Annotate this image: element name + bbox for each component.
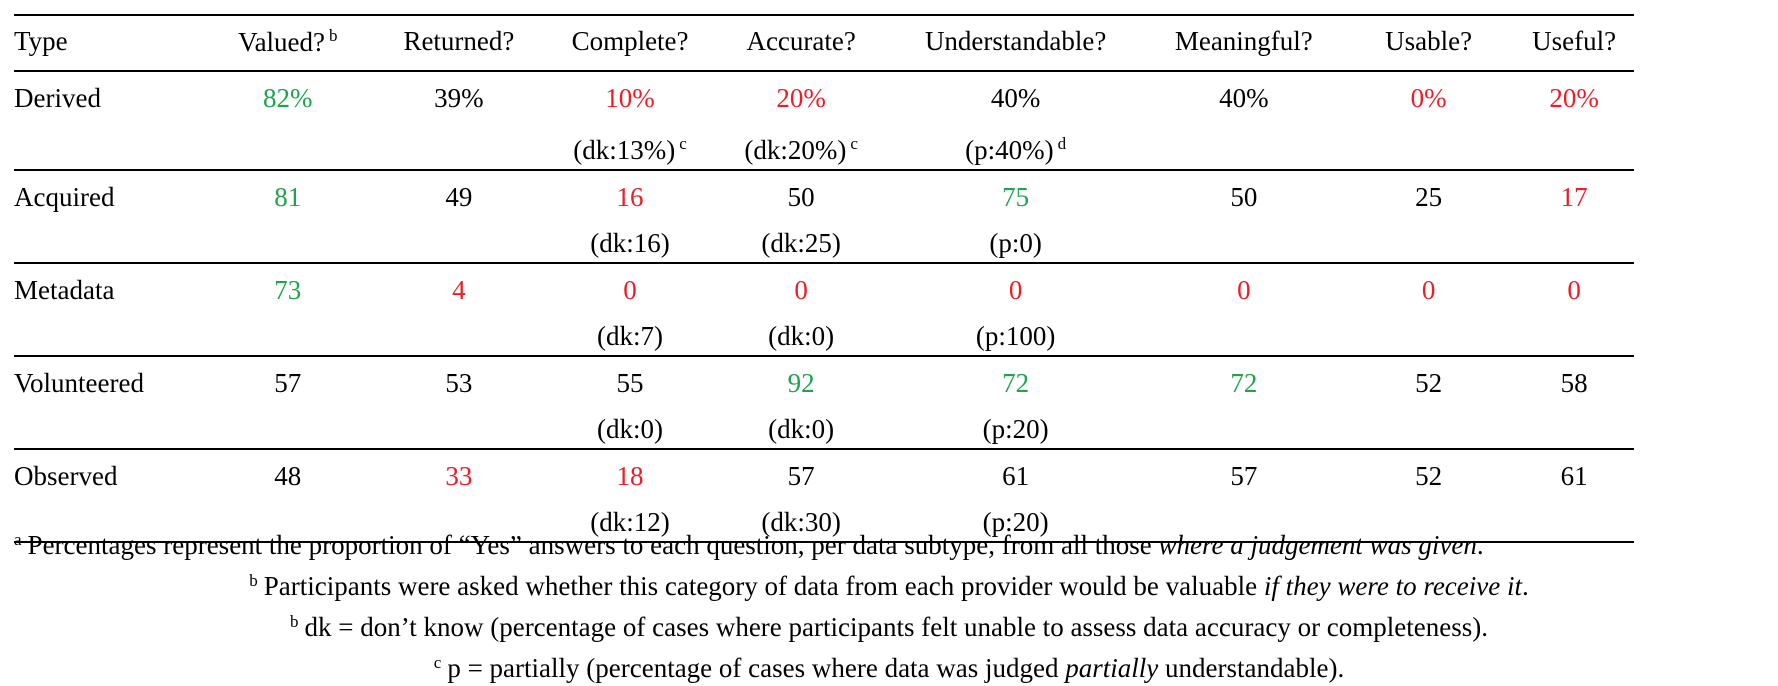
footnotes bbox=[0, 522, 1778, 686]
table-cell bbox=[1343, 170, 1514, 263]
cell-value: 52 bbox=[1415, 461, 1443, 491]
column-header bbox=[14, 15, 202, 71]
table-cell bbox=[202, 356, 373, 449]
cell-value: 57 bbox=[274, 368, 302, 398]
cell-value: 53 bbox=[445, 368, 473, 398]
cell-subvalue bbox=[716, 321, 887, 351]
cell-subvalue-text: (p:40%) bbox=[965, 135, 1054, 165]
footnote-text: p = partially (percentage of cases where data was judged bbox=[447, 653, 1066, 683]
cell-value: 39% bbox=[434, 83, 484, 113]
footnote-marker: c bbox=[850, 134, 858, 153]
cell-value: 0% bbox=[1410, 83, 1447, 113]
table-cell bbox=[716, 170, 887, 263]
column-header-label: Usable? bbox=[1385, 26, 1473, 56]
table-cell bbox=[1343, 263, 1514, 356]
table-cell bbox=[887, 170, 1145, 263]
cell-subvalue bbox=[544, 228, 715, 258]
table-cell bbox=[1514, 356, 1634, 449]
table-cell bbox=[1343, 71, 1514, 170]
cell-subvalue bbox=[887, 228, 1145, 258]
cell-value: 0 bbox=[1567, 275, 1581, 305]
footnote-emphasis: if they were to receive it bbox=[1263, 571, 1522, 601]
cell-subvalue-text: (dk:16) bbox=[590, 228, 670, 258]
cell-value: 20% bbox=[776, 83, 826, 113]
cell-subvalue-text: (dk:13%) bbox=[573, 135, 676, 165]
cell-value: 52 bbox=[1415, 368, 1443, 398]
table-row bbox=[14, 356, 1634, 449]
table-cell bbox=[716, 71, 887, 170]
header-row bbox=[14, 15, 1634, 71]
cell-subvalue bbox=[544, 129, 715, 165]
cell-subvalue-text: (dk:0) bbox=[768, 414, 835, 444]
row-type-label: Derived bbox=[14, 83, 101, 113]
cell-value: 40% bbox=[990, 83, 1041, 113]
table-row bbox=[14, 263, 1634, 356]
cell-value: 16 bbox=[616, 182, 644, 212]
cell-value: 72 bbox=[1002, 368, 1030, 398]
cell-value: 17 bbox=[1560, 182, 1588, 212]
row-type bbox=[14, 71, 202, 170]
cell-subvalue bbox=[887, 414, 1145, 444]
table-cell bbox=[544, 71, 715, 170]
cell-subvalue-text: (dk:30) bbox=[761, 507, 841, 537]
cell-value: 55 bbox=[616, 368, 644, 398]
cell-subvalue-text: (dk:20%) bbox=[744, 135, 847, 165]
table-cell bbox=[373, 71, 544, 170]
footnote bbox=[0, 645, 1778, 686]
footnote-emphasis: where a judgement was given bbox=[1158, 530, 1477, 560]
cell-value: 58 bbox=[1560, 368, 1588, 398]
cell-value: 0 bbox=[794, 275, 808, 305]
cell-value: 92 bbox=[787, 368, 815, 398]
column-header-label: Type bbox=[14, 26, 68, 56]
column-header bbox=[373, 15, 544, 71]
table-row bbox=[14, 170, 1634, 263]
table-cell bbox=[202, 71, 373, 170]
footnote-marker: b bbox=[289, 612, 299, 631]
row-type bbox=[14, 356, 202, 449]
footnote-marker: c bbox=[679, 134, 687, 153]
cell-value: 18 bbox=[616, 461, 644, 491]
cell-value: 50 bbox=[1230, 182, 1258, 212]
cell-value: 73 bbox=[274, 275, 302, 305]
cell-subvalue bbox=[544, 414, 715, 444]
cell-subvalue-text: (dk:0) bbox=[597, 414, 664, 444]
cell-subvalue-text: (p:20) bbox=[982, 507, 1049, 537]
column-header-label: Complete? bbox=[571, 26, 689, 56]
column-header-label: Returned? bbox=[403, 26, 515, 56]
table-body bbox=[14, 71, 1634, 542]
cell-subvalue-text: (dk:7) bbox=[597, 321, 664, 351]
footnote-text: Percentages represent the proportion of “Yes” answers to each question, per data subtype, from all those bbox=[27, 530, 1159, 560]
table-cell bbox=[202, 263, 373, 356]
table-cell bbox=[887, 71, 1145, 170]
table-cell bbox=[1145, 356, 1344, 449]
cell-subvalue-text: (p:0) bbox=[989, 228, 1042, 258]
cell-value: 40% bbox=[1219, 83, 1269, 113]
cell-value: 61 bbox=[1002, 461, 1030, 491]
cell-value: 0 bbox=[1421, 275, 1436, 305]
footnote-text: dk = don’t know (percentage of cases where participants felt unable to assess data accuracy or completeness). bbox=[304, 612, 1489, 642]
column-header bbox=[202, 15, 373, 71]
column-header bbox=[544, 15, 715, 71]
cell-value: 61 bbox=[1560, 461, 1588, 491]
table-cell bbox=[544, 356, 715, 449]
column-header-label: Understandable? bbox=[924, 26, 1107, 56]
table-cell bbox=[1514, 170, 1634, 263]
results-table bbox=[14, 14, 1634, 543]
cell-value: 0 bbox=[1008, 275, 1023, 305]
column-header bbox=[887, 15, 1145, 71]
table-cell bbox=[202, 170, 373, 263]
row-type bbox=[14, 170, 202, 263]
cell-value: 0 bbox=[623, 275, 637, 305]
footnote-marker: b bbox=[329, 26, 338, 45]
cell-value: 0 bbox=[1237, 275, 1251, 305]
column-header-label: Valued? bbox=[238, 27, 326, 57]
footnote-text: Participants were asked whether this category of data from each provider would be valuable bbox=[263, 571, 1264, 601]
footnote-tail: understandable). bbox=[1158, 653, 1345, 683]
row-type-label: Metadata bbox=[14, 275, 115, 305]
cell-subvalue-text: (p:100) bbox=[975, 321, 1056, 351]
table-cell bbox=[716, 356, 887, 449]
table-cell bbox=[373, 263, 544, 356]
column-header bbox=[1145, 15, 1344, 71]
footnote-emphasis: partially bbox=[1065, 653, 1159, 683]
table-cell bbox=[1145, 71, 1344, 170]
cell-subvalue-text: (p:20) bbox=[982, 414, 1049, 444]
cell-subvalue bbox=[716, 228, 887, 258]
table-cell bbox=[544, 170, 715, 263]
cell-value: 50 bbox=[787, 182, 815, 212]
column-header bbox=[1343, 15, 1514, 71]
cell-value: 20% bbox=[1549, 83, 1599, 113]
cell-value: 33 bbox=[445, 461, 473, 491]
column-header-label: Meaningful? bbox=[1174, 26, 1313, 56]
footnote bbox=[0, 604, 1778, 645]
cell-value: 82% bbox=[263, 83, 313, 113]
results-table-container bbox=[14, 14, 1634, 543]
cell-subvalue-text: (dk:25) bbox=[761, 228, 841, 258]
row-type-label: Acquired bbox=[14, 182, 115, 212]
column-header-label: Useful? bbox=[1532, 26, 1617, 56]
table-cell bbox=[716, 263, 887, 356]
table-cell bbox=[1514, 71, 1634, 170]
table-row bbox=[14, 71, 1634, 170]
column-header bbox=[1514, 15, 1634, 71]
cell-value: 10% bbox=[605, 83, 655, 113]
cell-value: 4 bbox=[452, 275, 466, 305]
row-type bbox=[14, 263, 202, 356]
row-type-label: Observed bbox=[14, 461, 118, 491]
cell-subvalue bbox=[716, 129, 887, 165]
cell-subvalue bbox=[716, 414, 887, 444]
table-cell bbox=[1514, 263, 1634, 356]
table-cell bbox=[1145, 263, 1344, 356]
row-type-label: Volunteered bbox=[14, 368, 144, 398]
footnote-tail: . bbox=[1476, 530, 1484, 560]
cell-value: 57 bbox=[1230, 461, 1258, 491]
cell-subvalue bbox=[887, 321, 1145, 351]
cell-subvalue bbox=[544, 321, 715, 351]
cell-value: 72 bbox=[1230, 368, 1258, 398]
cell-value: 57 bbox=[787, 461, 815, 491]
table-cell bbox=[887, 356, 1145, 449]
table-cell bbox=[1343, 356, 1514, 449]
footnote bbox=[0, 563, 1778, 604]
footnote bbox=[0, 522, 1778, 563]
footnote-tail: . bbox=[1522, 571, 1529, 601]
table-cell bbox=[544, 263, 715, 356]
footnote-marker: a bbox=[14, 530, 22, 549]
cell-value: 48 bbox=[274, 461, 302, 491]
table-cell bbox=[887, 263, 1145, 356]
cell-value: 75 bbox=[1002, 182, 1030, 212]
table-cell bbox=[373, 170, 544, 263]
cell-value: 25 bbox=[1415, 182, 1443, 212]
cell-subvalue-text: (dk:12) bbox=[590, 507, 670, 537]
table-cell bbox=[373, 356, 544, 449]
cell-subvalue bbox=[887, 129, 1145, 165]
table-cell bbox=[1145, 170, 1344, 263]
footnote-marker: c bbox=[433, 653, 442, 672]
column-header-label: Accurate? bbox=[746, 26, 856, 56]
footnote-marker: b bbox=[249, 571, 258, 590]
cell-value: 81 bbox=[274, 182, 302, 212]
table-header bbox=[14, 15, 1634, 71]
footnote-marker: d bbox=[1057, 134, 1067, 153]
column-header bbox=[716, 15, 887, 71]
cell-subvalue-text: (dk:0) bbox=[768, 321, 835, 351]
cell-value: 49 bbox=[445, 182, 473, 212]
